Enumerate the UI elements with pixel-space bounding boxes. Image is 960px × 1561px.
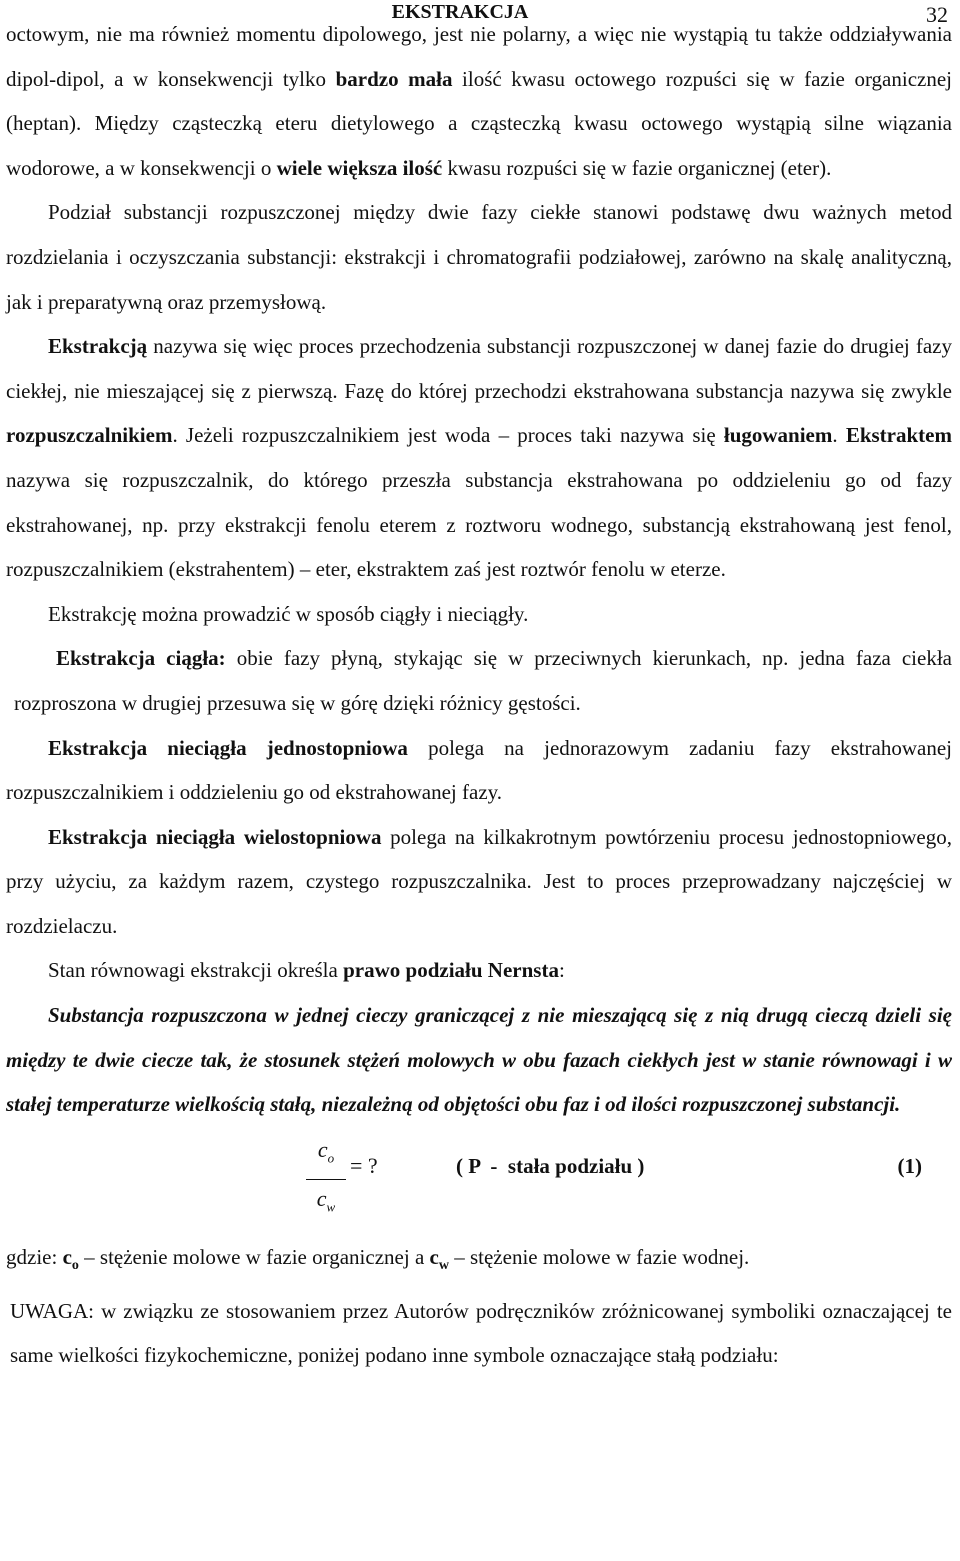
text-run: Stan równowagi ekstrakcji określa — [48, 958, 344, 983]
paragraph-continuous — [6, 636, 952, 725]
emphasis-bold: wiele większa ilość — [276, 155, 443, 180]
paragraph-nernst-intro — [6, 948, 952, 993]
fraction-bar — [306, 1179, 346, 1180]
formula-legend — [6, 1235, 952, 1289]
denominator-subscript: w — [326, 1199, 336, 1215]
symbol-letter: c — [62, 1244, 72, 1269]
text-run: nazywa się rozpuszczalnik, do którego przeszła substancja ekstrahowana po oddzieleniu go od fazy ekstrahowanej, np. przy ekstrakcji fenolu eterem z roztworu wodnego, substancją ekstrahowaną jest fenol, rozpuszczalnikiem (ekstrahentem) – eter, ekstraktem zaś jest roztwór fenolu w eterze. — [6, 467, 952, 582]
text-run: obie fazy płyną, stykając się w przeciwnych kierunkach, np. jedna faza ciekła rozproszona w drugiej przesuwa się w górę dzięki różnicy gęstości. — [14, 646, 952, 715]
term-ekstrakcja: Ekstrakcją — [48, 334, 148, 359]
paragraph-partition-intro: Podział substancji rozpuszczonej między dwie fazy ciekłe stanowi podstawę dwu ważnych metod rozdzielania i oczyszczania substancji: ekstrakcji i chromatografii podziałowej, zarówno na skalę analityczną, jak i preparatywną oraz przemysłową. — [6, 200, 952, 314]
symbol-letter: c — [429, 1244, 439, 1269]
page-number: 32 — [926, 2, 948, 27]
formula-fraction — [306, 1133, 346, 1225]
legend-text: – stężenie molowe w fazie wodnej. — [448, 1244, 750, 1269]
symbol-subscript: o — [71, 1258, 79, 1274]
term-continuous-extraction: Ekstrakcja ciągła: — [56, 646, 226, 671]
text-run: nazywa się więc proces przechodzenia substancji rozpuszczonej w danej fazie do drugiej fazy ciekłej, nie mieszającej się z pierwszą. Fazę do której przechodzi ekstrahowana substancja nazywa się zwykle — [6, 334, 952, 403]
page-body — [6, 12, 952, 1378]
text-run: . Jeżeli rozpuszczalnikiem jest woda – proces taki nazywa się — [172, 423, 724, 448]
paragraph-extraction-definition — [6, 324, 952, 592]
equation-number: (1) — [897, 1153, 922, 1178]
term-nernst-law: prawo podziału Nernsta — [343, 958, 559, 983]
denominator-variable: c — [316, 1186, 327, 1212]
legend-prefix: gdzie: — [6, 1244, 63, 1269]
text-run: . — [832, 423, 846, 448]
paragraph-single-stage — [6, 726, 952, 815]
emphasis-bold: bardzo mała — [335, 66, 453, 91]
term-multi-stage-extraction: Ekstrakcja nieciągła wielostopniowa — [48, 824, 382, 849]
text-run: octowym, nie ma również momentu dipolowego, jest nie polarny, a więc nie wystąpią tu także oddziaływania dipol-dipol, a w konsekwencji tylko — [6, 22, 952, 91]
numerator-variable: c — [317, 1136, 328, 1162]
paragraph-multi-stage — [6, 815, 952, 949]
running-header: EKSTRAKCJA — [391, 1, 529, 23]
partition-formula — [6, 1127, 952, 1235]
symbol-c-o — [62, 1244, 79, 1274]
formula-equals: = ? — [350, 1152, 378, 1178]
formula-numerator — [306, 1133, 346, 1175]
numerator-subscript: o — [327, 1150, 335, 1166]
paragraph-modes: Ekstrakcję można prowadzić w sposób ciągły i nieciągły. — [48, 601, 529, 626]
paragraph-note: UWAGA: w związku ze stosowaniem przez Autorów podręczników zróżnicowanej symboliki oznaczającej te same wielkości fizykochemiczne, poniżej podano inne symbole oznaczające stałą podziału: — [10, 1298, 952, 1368]
text-run: polega na kilkakrotnym powtórzeniu procesu jednostopniowego, przy użyciu, za każdym razem, czystego rozpuszczalnika. Jest to proces przeprowadzany najczęściej w rozdzielaczu. — [6, 824, 952, 938]
term-ekstrakt: Ekstraktem — [845, 423, 952, 448]
symbol-subscript: w — [438, 1258, 449, 1274]
text-run: kwasu rozpuści się w fazie organicznej (eter). — [442, 155, 832, 180]
text-run: ilość kwasu octowego rozpuści się w fazie organicznej (heptan). Między cząsteczką eteru dietylowego a cząsteczką kwasu octowego wystąpią silne wiązania wodorowe, a w konsekwencji o — [6, 66, 953, 180]
paragraph-nernst-law-statement: Substancja rozpuszczona w jednej cieczy graniczącej z nie mieszającą się z nią drugą cieczą dzieli się między te dwie ciecze tak, że stosunek stężeń molowych w obu fazach ciekłych jest w stanie równowagi i w stałej temperaturze wielkością stałą, niezależną od objętości obu faz i od ilości rozpuszczonej substancji. — [6, 1003, 952, 1117]
symbol-c-w — [429, 1244, 449, 1274]
term-lugowanie: ługowaniem — [723, 423, 833, 448]
formula-denominator — [306, 1182, 346, 1224]
term-rozpuszczalnik: rozpuszczalnikiem — [6, 423, 173, 448]
paragraph-polarity — [6, 12, 952, 190]
text-run: polega na jednorazowym zadaniu fazy ekstrahowanej rozpuszczalnikiem i oddzieleniu go od ekstrahowanej fazy. — [6, 735, 952, 805]
text-run: : — [558, 958, 565, 983]
formula-label: ( P - stała podziału ) — [456, 1153, 645, 1178]
term-single-stage-extraction: Ekstrakcja nieciągła jednostopniowa — [48, 735, 408, 760]
legend-text: – stężenie molowe w fazie organicznej a — [78, 1244, 430, 1269]
